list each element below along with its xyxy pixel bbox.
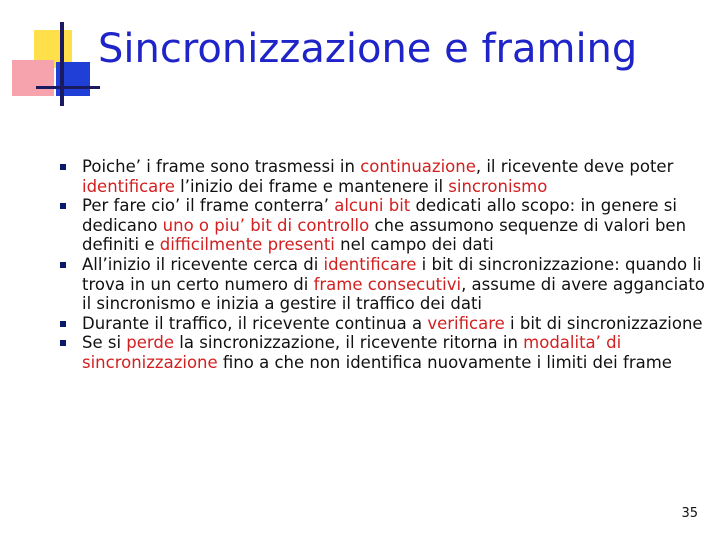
highlighted-term: sincronismo (448, 176, 548, 196)
square-bullet-icon (60, 203, 66, 209)
highlighted-term: identificare (82, 176, 175, 196)
highlighted-term: difficilmente presenti (159, 235, 335, 255)
logo-pink-square (12, 60, 54, 96)
highlighted-term: identificare (323, 254, 417, 274)
bullet-list (58, 157, 708, 373)
decorative-logo (0, 0, 110, 115)
bullet-text-segment: la sincronizzazione, il ricevente ritorna in (174, 333, 524, 353)
bullet-text-segment: Durante il traffico, il ricevente continua a (82, 313, 428, 333)
bullet-item (58, 255, 708, 314)
highlighted-term: alcuni bit (334, 196, 411, 216)
bullet-text-segment: Se si (82, 333, 127, 353)
highlighted-term: perde (126, 333, 175, 353)
bullet-text-segment: fino a che non identifica nuovamente i limiti dei frame (217, 352, 672, 372)
page-number: 35 (681, 506, 698, 521)
logo-horizontal-line (36, 86, 100, 89)
bullet-text-segment: Poiche’ i frame sono trasmessi in (82, 157, 361, 176)
square-bullet-icon (60, 340, 66, 346)
highlighted-term: modalita’ di sincronizzazione (82, 333, 622, 372)
slide-title: Sincronizzazione e framing (98, 26, 638, 72)
highlighted-term: verificare (427, 313, 505, 333)
bullet-item (58, 314, 708, 334)
bullet-text-segment: Per fare cio’ il frame conterra’ (82, 196, 335, 216)
bullet-text-segment: All’inizio il ricevente cerca di (82, 254, 324, 274)
square-bullet-icon (60, 321, 66, 327)
highlighted-term: frame consecutivi (313, 274, 462, 294)
bullet-item (58, 333, 708, 372)
bullet-item (58, 157, 708, 196)
bullet-text-segment: che assumono sequenze di valori ben definiti e (82, 215, 687, 255)
bullet-text-segment: , assume di avere agganciato il sincronismo e inizia a gestire il traffico dei dati (82, 274, 705, 314)
bullet-text-segment: nel campo dei dati (334, 235, 494, 255)
bullet-text-segment: i bit di sincronizzazione (504, 313, 703, 333)
highlighted-term: continuazione (360, 157, 476, 176)
highlighted-term: uno o piu’ bit di controllo (162, 215, 370, 235)
square-bullet-icon (60, 262, 66, 268)
square-bullet-icon (60, 164, 66, 170)
bullet-text-segment: i bit di sincronizzazione: quando li trova in un certo numero di (82, 254, 702, 294)
bullet-item (58, 196, 708, 255)
bullet-text-segment: l’inizio dei frame e mantenere il (174, 176, 449, 196)
logo-vertical-line (60, 22, 64, 106)
bullet-text-segment: dedicati allo scopo: in genere si dedicano (82, 196, 677, 235)
bullet-text-segment: , il ricevente deve poter (475, 157, 674, 176)
